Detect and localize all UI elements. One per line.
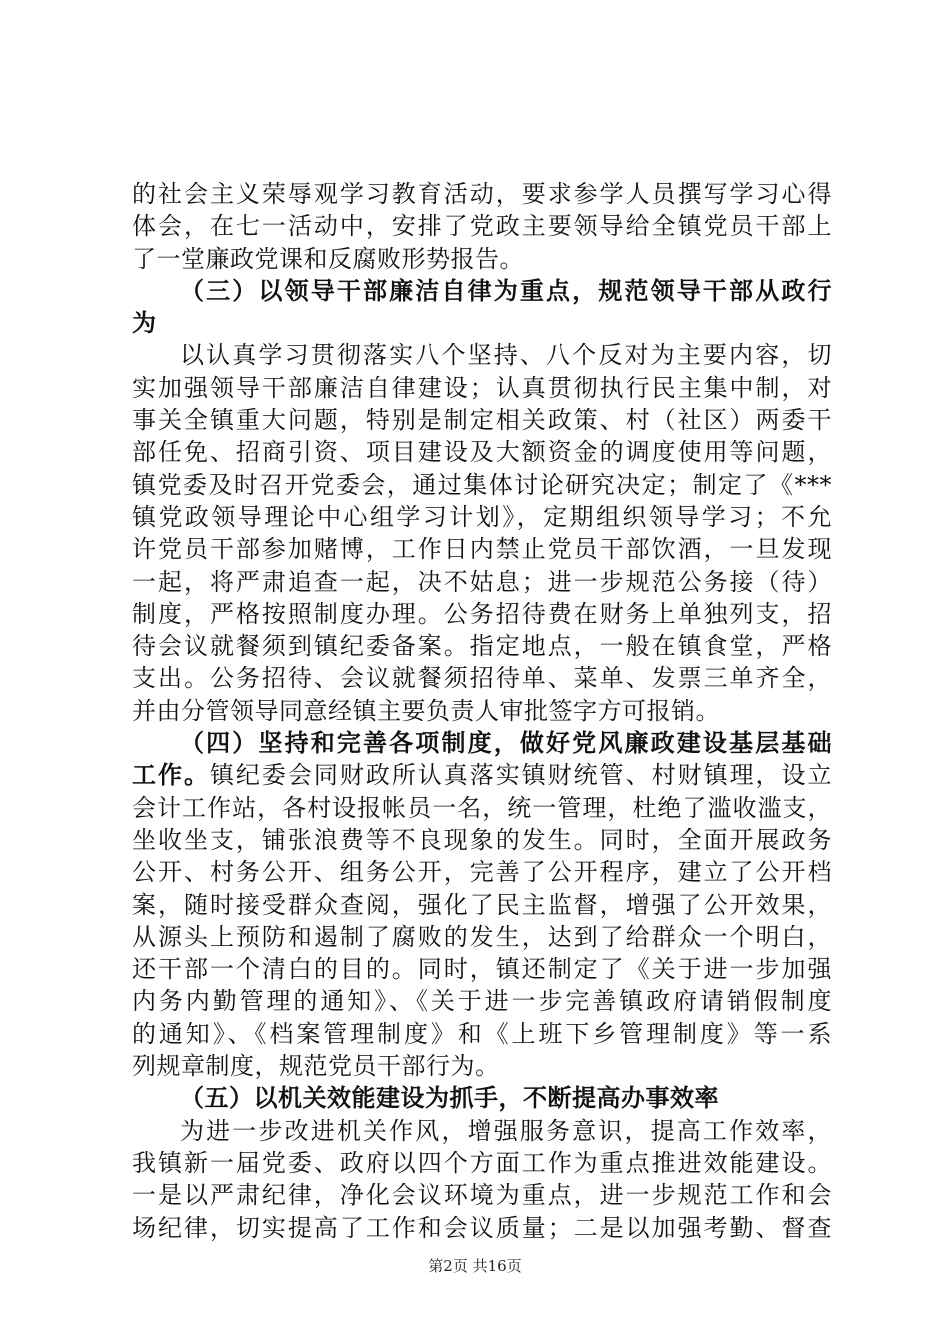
body-line: 的社会主义荣辱观学习教育活动，要求参学人员撰写学习心得 xyxy=(132,180,832,208)
body-line: 案，随时接受群众查阅，强化了民主监督，增强了公开效果， xyxy=(132,890,832,919)
body-line: 待会议就餐须到镇纪委备案。指定地点，一般在镇食堂，严格 xyxy=(132,632,832,661)
body-line: 列规章制度，规范党员干部行为。 xyxy=(132,1052,500,1081)
body-text: 镇纪委会同财政所认真落实镇财统管、村财镇理，设立 xyxy=(209,761,833,790)
body-line: 事关全镇重大问题，特别是制定相关政策、村（社区）两委干 xyxy=(132,406,832,435)
section-heading-3-cont: 为 xyxy=(132,308,157,338)
body-line: 从源头上预防和遏制了腐败的发生，达到了给群众一个明白， xyxy=(132,922,832,951)
body-line: 会计工作站，各村设报帐员一名，统一管理，杜绝了滥收滥支， xyxy=(132,793,832,822)
section-heading-4-cont: 工作。 xyxy=(132,760,210,790)
body-line: 以认真学习贯彻落实八个坚持、八个反对为主要内容，切 xyxy=(180,341,832,370)
body-line: 内务内勤管理的通知》、《关于进一步完善镇政府请销假制度 xyxy=(132,987,832,1016)
section-heading-3: （三）以领导干部廉洁自律为重点，规范领导干部从政行 xyxy=(180,275,832,305)
body-line: 一起，将严肃追查一起，决不姑息；进一步规范公务接（待） xyxy=(132,567,832,596)
body-line: 体会，在七一活动中，安排了党政主要领导给全镇党员干部上 xyxy=(132,212,832,241)
body-line: 为进一步改进机关作风，增强服务意识，提高工作效率， xyxy=(180,1116,832,1145)
body-line: 一是以严肃纪律，净化会议环境为重点，进一步规范工作和会 xyxy=(132,1181,832,1210)
page-footer: 第2页 共16页 xyxy=(428,1257,522,1275)
body-line: 场纪律，切实提高了工作和会议质量；二是以加强考勤、督查 xyxy=(132,1213,832,1242)
body-line: 制度，严格按照制度办理。公务招待费在财务上单独列支，招 xyxy=(132,599,832,628)
body-line: 部任免、招商引资、项目建设及大额资金的调度使用等问题， xyxy=(132,438,832,467)
body-line: 并由分管领导同意经镇主要负责人审批签字方可报销。 xyxy=(132,696,720,725)
document-body xyxy=(132,178,832,1244)
body-line: 坐收坐支，铺张浪费等不良现象的发生。同时，全面开展政务 xyxy=(132,825,832,854)
body-line: 镇党委及时召开党委会，通过集体讨论研究决定；制定了《*** xyxy=(132,470,832,499)
body-line: 镇党政领导理论中心组学习计划》，定期组织领导学习；不允 xyxy=(132,502,832,531)
mixed-line xyxy=(132,759,832,791)
body-line: 支出。公务招待、会议就餐须招待单、菜单、发票三单齐全， xyxy=(132,664,832,693)
body-line: 还干部一个清白的目的。同时，镇还制定了《关于进一步加强 xyxy=(132,955,832,984)
section-heading-5: （五）以机关效能建设为抓手，不断提高办事效率 xyxy=(180,1083,719,1113)
body-line: 我镇新一届党委、政府以四个方面工作为重点推进效能建设。 xyxy=(132,1148,832,1177)
body-line: 公开、村务公开、组务公开，完善了公开程序，建立了公开档 xyxy=(132,858,832,887)
body-line: 了一堂廉政党课和反腐败形势报告。 xyxy=(132,244,524,273)
section-heading-4: （四）坚持和完善各项制度，做好党风廉政建设基层基础 xyxy=(180,728,832,758)
body-line: 实加强领导干部廉洁自律建设；认真贯彻执行民主集中制，对 xyxy=(132,373,832,402)
body-line: 许党员干部参加赌博，工作日内禁止党员干部饮酒，一旦发现 xyxy=(132,535,832,564)
body-line: 的通知》、《档案管理制度》和《上班下乡管理制度》等一系 xyxy=(132,1019,832,1048)
